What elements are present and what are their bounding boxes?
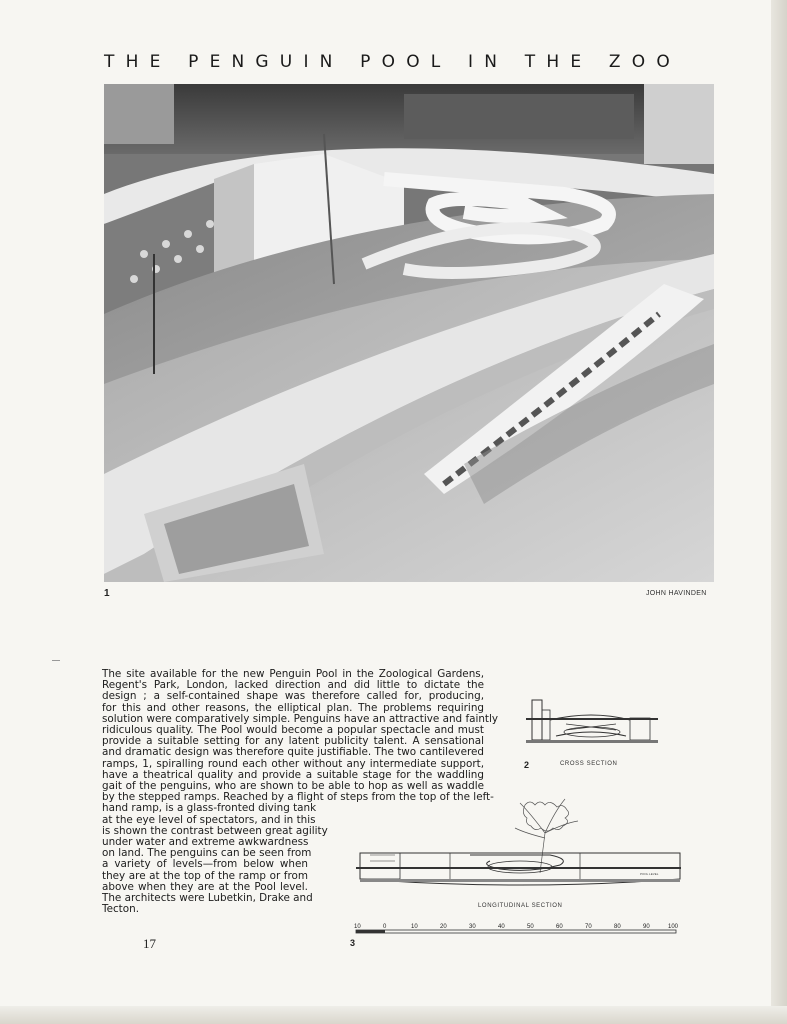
body-line: on land. The penguins can be seen from	[102, 847, 312, 860]
figure-2-caption: CROSS SECTION	[560, 761, 618, 767]
page-edge-bottom	[0, 1006, 787, 1024]
figure-1-number: 1	[104, 588, 110, 599]
scale-label: 70	[585, 924, 592, 930]
body-line: a variety of levels—from below when	[102, 858, 308, 871]
photo-credit: JOHN HAVINDEN	[646, 590, 707, 597]
body-line: design ; a self-contained shape was therefore called for, producing,	[102, 690, 484, 703]
figure-3-number: 3	[350, 938, 356, 948]
scale-label: 90	[643, 924, 650, 930]
body-line: The architects were Lubetkin, Drake and	[102, 892, 313, 905]
figure-3-caption: LONGITUDINAL SECTION	[478, 903, 563, 909]
body-line: ramps, 1, spiralling round each other without any intermediate support,	[102, 757, 484, 770]
figure-2-number: 2	[524, 760, 530, 770]
body-line: solution were comparatively simple. Penguins have an attractive and faintly	[102, 712, 499, 725]
scale-label: 50	[527, 924, 534, 930]
body-line: hand ramp, is a glass-fronted diving tank	[102, 802, 317, 815]
page-edge	[771, 0, 787, 1024]
body-line: by the stepped ramps. Reached by a flight of steps from the top of the left-	[102, 791, 494, 804]
body-line: Tecton.	[102, 903, 140, 916]
body-line: ridiculous quality. The Pool would become a popular spectacle and must	[102, 724, 484, 737]
scale-label: 0	[383, 924, 387, 930]
body-line: for this and other reasons, the elliptical plan. The problems requiring	[102, 701, 484, 714]
body-line: Regent's Park, London, lacked direction and did little to dictate the	[102, 679, 484, 692]
scale-bar	[350, 922, 686, 944]
body-line: under water and extreme awkwardness	[102, 836, 309, 849]
body-line: and dramatic design was therefore quite justifiable. The two cantilevered	[102, 746, 484, 759]
scale-label: 30	[469, 924, 476, 930]
body-line: have a theatrical quality and provide a suitable stage for the waddling	[102, 768, 484, 781]
body-line: they are at the top of the ramp or from	[102, 869, 308, 882]
body-line: provide a suitable setting for any latent publicity talent. A sensational	[102, 735, 484, 748]
margin-mark	[52, 660, 60, 661]
cross-section-drawing	[526, 690, 658, 750]
scale-label: 40	[498, 924, 505, 930]
longitudinal-section-drawing	[350, 793, 686, 899]
scale-label: 60	[556, 924, 563, 930]
scale-label: 80	[614, 924, 621, 930]
scale-label: 20	[440, 924, 447, 930]
scale-label: 10	[354, 924, 361, 930]
penguin-pool-photo	[104, 84, 714, 582]
svg-text:POOL LEVEL: POOL LEVEL	[640, 872, 659, 876]
scale-label: 100	[668, 924, 679, 930]
body-line: at the eye level of spectators, and in this	[102, 813, 316, 826]
body-line: gait of the penguins, who are shown to be able to hop as well as waddle	[102, 780, 484, 793]
body-line: above when they are at the Pool level.	[102, 880, 308, 893]
body-line: is shown the contrast between great agility	[102, 824, 328, 837]
body-line: The site available for the new Penguin Pool in the Zoological Gardens,	[102, 668, 484, 680]
page-title: THE PENGUIN POOL IN THE ZOO	[104, 52, 681, 72]
page-number: 17	[143, 936, 156, 951]
scale-label: 10	[411, 924, 418, 930]
